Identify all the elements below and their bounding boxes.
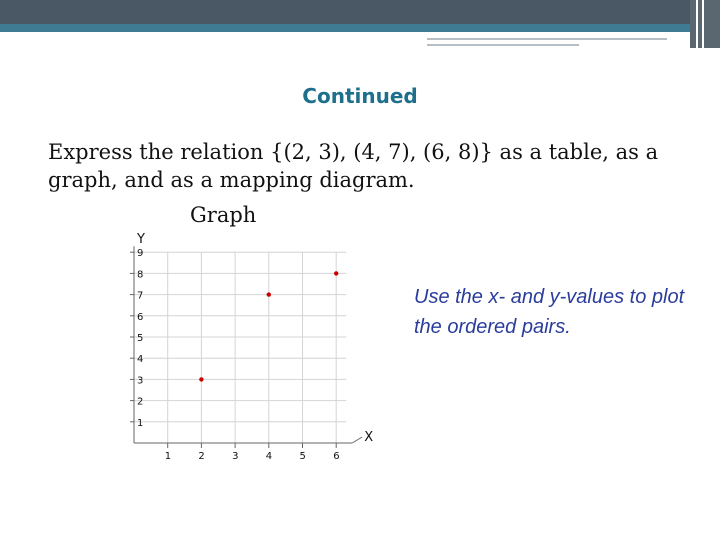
axes [130,246,362,448]
x-tick-label: 1 [164,451,172,462]
grid-lines [134,252,346,443]
coordinate-graph [120,222,374,462]
x-tick-label: 6 [333,451,340,462]
y-tick-label: 7 [137,290,144,302]
y-tick-label: 3 [137,375,144,387]
graph-heading: Graph [190,203,257,227]
x-tick-label: 4 [265,451,273,462]
data-point [199,377,203,381]
x-tick-label: 3 [232,451,239,462]
y-tick-label: 1 [137,417,144,429]
x-axis-label: X [364,430,374,445]
x-axis-arrow [352,437,362,443]
slide-title-text: Continued [302,84,418,108]
top-banner-stripe [0,24,720,32]
y-tick-label: 2 [137,396,144,408]
y-tick-label: 5 [137,333,144,344]
y-tick-label: 9 [137,248,144,260]
y-axis-label: Y [137,232,145,248]
y-tick-label: 6 [137,311,144,323]
x-tick-label: 5 [299,451,306,462]
instruction-text: Express the relation {(2, 3), (4, 7), (6, 8)} as a table, as a graph, and as a mapping diagram. [48,140,659,192]
x-tick-label: 2 [198,451,205,462]
decorative-rule [427,44,579,46]
data-point [267,292,271,296]
y-tick-label: 8 [137,269,144,281]
y-tick-label: 4 [137,354,144,366]
corner-accent [690,0,720,48]
callout-text: Use the x- and y-values to plot the ordered pairs. [414,286,685,338]
decorative-rule [427,38,667,40]
top-banner [0,0,720,24]
data-point [334,271,338,275]
slide-title [0,84,720,108]
